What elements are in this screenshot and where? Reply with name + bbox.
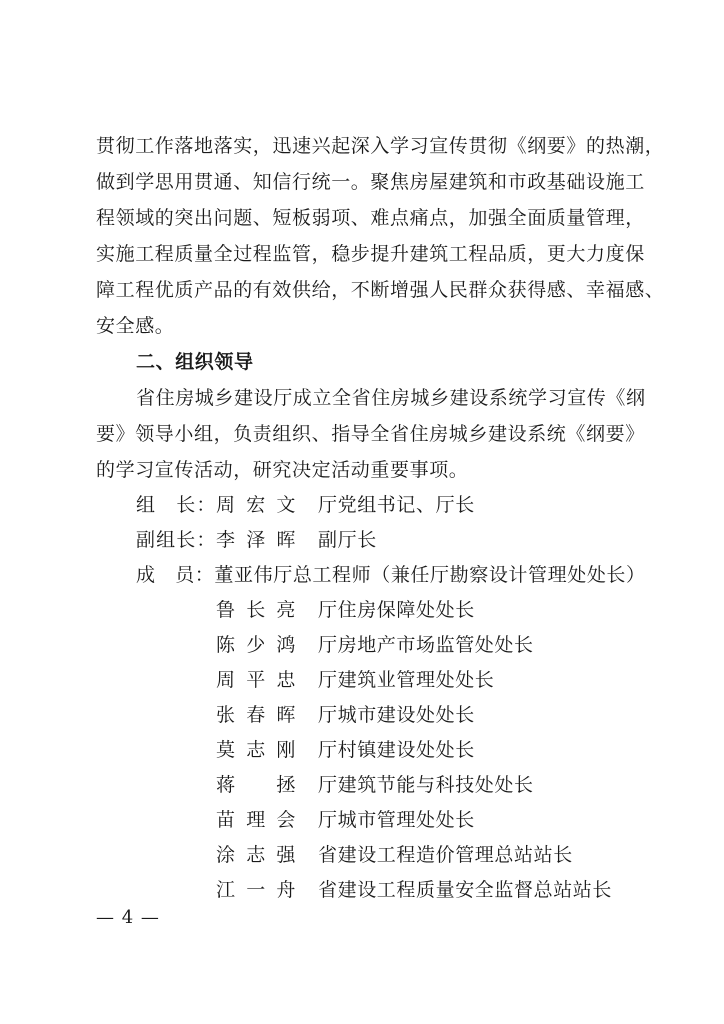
body-text — [96, 128, 665, 908]
member-role: 成 员： — [136, 564, 215, 586]
member-post: 厅党组书记、厅长 — [318, 494, 475, 516]
member-post: 厅城市管理处处长 — [318, 809, 475, 831]
intro-line: 贯彻工作落地落实，迅速兴起深入学习宣传贯彻《纲要》的热潮， — [96, 135, 665, 157]
member-name: 董亚伟 — [214, 564, 274, 586]
member-post: 厅建筑节能与科技处处长 — [318, 774, 534, 796]
member-row — [96, 803, 636, 838]
member-row — [96, 733, 636, 768]
intro-line: 安全感。 — [96, 315, 175, 337]
member-post: 省建设工程质量安全监督总站站长 — [318, 879, 613, 901]
member-row — [96, 663, 636, 698]
member-name: 江一舟 — [216, 879, 296, 901]
member-name: 李泽晖 — [216, 529, 296, 551]
member-row — [96, 628, 636, 663]
intro-line: 实施工程质量全过程监管，稳步提升建筑工程品质，更大力度保 — [96, 243, 645, 265]
member-role: 组 长： — [136, 494, 216, 516]
member-row — [96, 838, 636, 873]
member-row — [96, 873, 636, 908]
member-post: 厅住房保障处处长 — [318, 599, 475, 621]
member-name: 周宏文 — [216, 494, 296, 516]
member-post: 厅房地产市场监管处处长 — [318, 634, 534, 656]
member-row — [96, 558, 646, 593]
member-row — [96, 523, 636, 558]
section-line: 省住房城乡建设厅成立全省住房城乡建设系统学习宣传《纲 — [136, 387, 646, 409]
section-line: 要》领导小组，负责组织、指导全省住房城乡建设系统《纲要》 — [96, 423, 645, 445]
member-name: 周平忠 — [216, 669, 296, 691]
member-post: 副厅长 — [318, 529, 377, 551]
page-number: — 4 — — [96, 907, 160, 928]
member-post: 厅村镇建设处处长 — [318, 739, 475, 761]
intro-paragraph — [96, 128, 665, 344]
member-name: 陈少鸿 — [216, 634, 296, 656]
member-post: 厅总工程师（兼任厅勘察设计管理处处长） — [273, 564, 646, 586]
member-post: 厅城市建设处处长 — [318, 704, 475, 726]
member-name: 苗理会 — [216, 809, 296, 831]
member-row — [96, 698, 636, 733]
section-line: 的学习宣传活动，研究决定活动重要事项。 — [96, 459, 469, 481]
section-paragraph — [96, 380, 646, 488]
intro-line: 障工程优质产品的有效供给，不断增强人民群众获得感、幸福感、 — [96, 279, 665, 301]
member-name: 蒋 拯 — [216, 774, 296, 796]
member-name: 张春晖 — [216, 704, 296, 726]
section-heading: 二、组织领导 — [136, 351, 254, 373]
member-name: 莫志刚 — [216, 739, 296, 761]
member-post: 厅建筑业管理处处长 — [318, 669, 495, 691]
member-post: 省建设工程造价管理总站站长 — [318, 844, 573, 866]
intro-line: 程领域的突出问题、短板弱项、难点痛点，加强全面质量管理， — [96, 207, 645, 229]
member-name: 涂志强 — [216, 844, 296, 866]
leadership-member-list — [96, 488, 646, 908]
member-row — [96, 593, 636, 628]
intro-line: 做到学思用贯通、知信行统一。聚焦房屋建筑和市政基础设施工 — [96, 171, 645, 193]
member-row — [96, 488, 636, 523]
member-role: 副组长： — [136, 529, 216, 551]
member-name: 鲁长亮 — [216, 599, 296, 621]
member-row — [96, 768, 636, 803]
